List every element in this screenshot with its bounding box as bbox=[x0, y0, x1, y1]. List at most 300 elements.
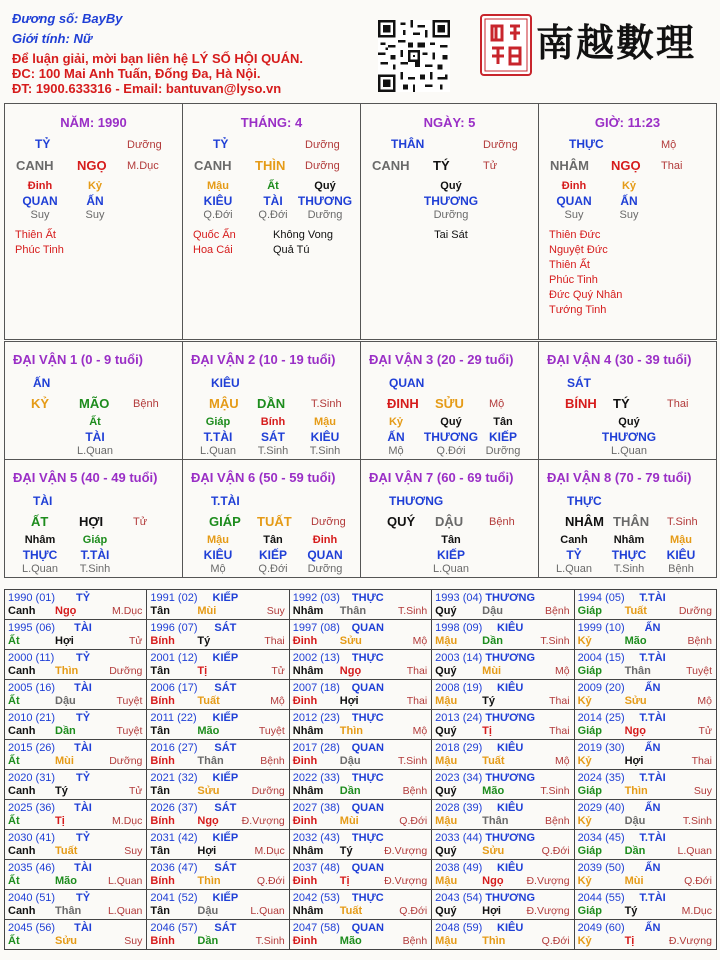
hidden-stem: Tân bbox=[493, 416, 513, 428]
year-branch: Mùi bbox=[482, 665, 502, 677]
star-item: Không Vong bbox=[273, 229, 333, 241]
year-label: 1995 (06) bbox=[8, 622, 56, 634]
luck-title: ĐẠI VẬN 8 (70 - 79 tuổi) bbox=[547, 470, 692, 485]
hidden-god: KIẾP bbox=[488, 430, 518, 444]
year-branch: Hợi bbox=[197, 845, 217, 857]
hidden-phase: Q.Đới bbox=[203, 209, 233, 221]
year-stem: Mậu bbox=[435, 935, 458, 947]
year-stem: Quý bbox=[435, 605, 457, 617]
yearly-table bbox=[4, 589, 717, 950]
year-cell[interactable] bbox=[574, 590, 716, 620]
year-god: KIẾP bbox=[212, 652, 239, 664]
year-stem: Canh bbox=[8, 605, 36, 617]
year-label: 1997 (08) bbox=[292, 622, 340, 634]
year-stem: Tân bbox=[150, 845, 170, 857]
hidden-phase: Bệnh bbox=[668, 563, 694, 575]
luck-branch: MÃO bbox=[79, 396, 110, 411]
luck-branch: DẬU bbox=[435, 514, 464, 529]
hidden-phase: L.Quan bbox=[432, 563, 470, 575]
hidden-stem: Giáp bbox=[205, 416, 231, 428]
year-label: 2028 (39) bbox=[435, 802, 483, 814]
year-cell[interactable] bbox=[432, 650, 574, 680]
year-branch: Dần bbox=[197, 935, 219, 947]
year-stem: Quý bbox=[435, 665, 457, 677]
hidden-god: THƯƠNG bbox=[601, 430, 657, 444]
year-cell[interactable] bbox=[289, 770, 431, 800]
year-cell[interactable] bbox=[432, 740, 574, 770]
year-cell[interactable] bbox=[574, 770, 716, 800]
year-phase: Đ.Vượng bbox=[241, 815, 285, 827]
luck-row bbox=[5, 342, 716, 460]
year-cell[interactable] bbox=[5, 800, 147, 830]
year-cell[interactable] bbox=[147, 590, 289, 620]
year-cell[interactable] bbox=[289, 860, 431, 890]
gender: Giới tính: Nữ bbox=[12, 31, 93, 46]
year-god: THỰC bbox=[351, 772, 384, 784]
year-cell[interactable] bbox=[147, 890, 289, 920]
year-cell[interactable] bbox=[147, 830, 289, 860]
year-phase: Bệnh bbox=[402, 785, 428, 797]
year-stem: Mậu bbox=[435, 635, 458, 647]
year-stem: Ất bbox=[8, 875, 20, 887]
year-branch: Dần bbox=[339, 785, 361, 797]
year-phase: Tuyệt bbox=[116, 695, 143, 707]
star-item: Nguyệt Đức bbox=[549, 244, 608, 256]
year-branch: Dần bbox=[624, 845, 646, 857]
year-god: ẤN bbox=[644, 802, 661, 814]
pillar-title: THÁNG: 4 bbox=[240, 115, 303, 130]
year-cell[interactable] bbox=[574, 800, 716, 830]
year-phase: Bệnh bbox=[545, 605, 570, 617]
year-god: TÀI bbox=[74, 802, 92, 814]
year-label: 2005 (16) bbox=[8, 682, 56, 694]
hidden-god: KIÊU bbox=[203, 194, 233, 208]
year-cell[interactable] bbox=[574, 710, 716, 740]
hidden-phase: L.Quan bbox=[555, 563, 593, 575]
year-label: 2047 (58) bbox=[292, 922, 340, 934]
hidden-phase: T.Sinh bbox=[257, 445, 289, 457]
year-cell[interactable] bbox=[574, 740, 716, 770]
year-label: 1993 (04) bbox=[435, 592, 483, 604]
luck-period-1 bbox=[5, 342, 183, 459]
year-god: TỶ bbox=[75, 652, 91, 664]
year-cell[interactable] bbox=[432, 710, 574, 740]
year-label: 2013 (24) bbox=[435, 712, 483, 724]
year-god: TÀI bbox=[74, 922, 92, 934]
year-cell[interactable] bbox=[574, 680, 716, 710]
year-cell[interactable] bbox=[289, 740, 431, 770]
luck-period-8 bbox=[539, 460, 716, 577]
year-god: KIÊU bbox=[497, 922, 524, 934]
year-cell[interactable] bbox=[574, 890, 716, 920]
year-stem: Đinh bbox=[292, 635, 318, 647]
year-branch: Thân bbox=[197, 755, 224, 767]
year-cell[interactable] bbox=[5, 920, 147, 950]
year-stem: Canh bbox=[8, 905, 36, 917]
luck-title: ĐẠI VẬN 6 (50 - 59 tuổi) bbox=[191, 470, 336, 485]
hidden-god: T.TÀI bbox=[80, 548, 110, 562]
year-phase: Q.Đới bbox=[541, 845, 570, 857]
hidden-phase: L.Quan bbox=[21, 563, 59, 575]
year-stem: Tân bbox=[150, 725, 170, 737]
year-god: T.TÀI bbox=[639, 832, 666, 844]
hidden-god: THỰC bbox=[22, 548, 58, 562]
hidden-stem: Mậu bbox=[207, 180, 229, 192]
hidden-stem: Đinh bbox=[312, 534, 338, 546]
right-stars bbox=[273, 228, 333, 258]
luck-period-5 bbox=[5, 460, 183, 577]
year-row bbox=[5, 680, 717, 710]
year-cell[interactable] bbox=[432, 890, 574, 920]
luck-god: KIÊU bbox=[211, 376, 240, 390]
luck-god: SÁT bbox=[567, 376, 591, 390]
year-stem: Tân bbox=[150, 665, 170, 677]
heavenly-stem: CANH bbox=[194, 158, 232, 173]
year-phase: Tử bbox=[698, 725, 712, 737]
hidden-stem: Nhâm bbox=[24, 534, 56, 546]
year-branch: Thìn bbox=[482, 935, 506, 947]
luck-branch: SỬU bbox=[435, 396, 464, 411]
year-stem: Bính bbox=[150, 635, 175, 647]
year-label: 2035 (46) bbox=[8, 862, 56, 874]
hidden-god: TÀI bbox=[263, 194, 283, 208]
hidden-phase: L.Quan bbox=[610, 445, 648, 457]
luck-period-6 bbox=[183, 460, 361, 577]
hidden-stem: Quý bbox=[618, 416, 640, 428]
year-branch: Tuất bbox=[624, 605, 647, 617]
year-label: 2007 (18) bbox=[292, 682, 340, 694]
hidden-stem: Mậu bbox=[314, 416, 336, 428]
year-branch: Tị bbox=[55, 815, 65, 827]
year-phase: Mộ bbox=[697, 695, 712, 707]
stem-phase: Dưỡng bbox=[127, 139, 162, 151]
hidden-phase: Dưỡng bbox=[433, 209, 469, 221]
year-cell[interactable] bbox=[147, 710, 289, 740]
star-item: Thiên Ất bbox=[549, 259, 590, 271]
year-stem: Kỷ bbox=[577, 815, 592, 827]
star-item: Thiên Đức bbox=[549, 229, 601, 241]
year-phase: T.Sinh bbox=[540, 785, 570, 797]
year-cell[interactable] bbox=[432, 800, 574, 830]
year-branch: Tý bbox=[624, 905, 638, 917]
year-label: 2048 (59) bbox=[435, 922, 483, 934]
hidden-god: QUAN bbox=[556, 194, 592, 208]
year-phase: Q.Đới bbox=[399, 905, 428, 917]
year-god: ẤN bbox=[644, 622, 661, 634]
luck-title: ĐẠI VẬN 2 (10 - 19 tuổi) bbox=[191, 352, 336, 367]
year-label: 2031 (42) bbox=[150, 832, 198, 844]
year-cell[interactable] bbox=[5, 620, 147, 650]
year-cell[interactable] bbox=[5, 710, 147, 740]
pillar-title: GIỜ: 11:23 bbox=[594, 115, 661, 130]
year-cell[interactable] bbox=[574, 920, 716, 950]
luck-stem: BÍNH bbox=[565, 396, 597, 411]
year-god: QUAN bbox=[351, 622, 384, 634]
year-cell[interactable] bbox=[5, 680, 147, 710]
stem-phase: Dưỡng bbox=[483, 139, 518, 151]
year-god: TÀI bbox=[74, 622, 92, 634]
year-stem: Bính bbox=[150, 935, 175, 947]
year-label: 2049 (60) bbox=[577, 922, 625, 934]
year-god: QUAN bbox=[351, 922, 384, 934]
year-cell[interactable] bbox=[574, 830, 716, 860]
hidden-stem: Mậu bbox=[207, 534, 229, 546]
year-branch: Mùi bbox=[197, 605, 217, 617]
luck-phase: Bệnh bbox=[133, 398, 159, 410]
phone-email[interactable]: ĐT: 1900.633316 - Email: bantuvan@lyso.vn bbox=[12, 81, 282, 96]
year-stem: Nhâm bbox=[292, 905, 324, 917]
header bbox=[0, 0, 720, 100]
year-branch: Dậu bbox=[197, 905, 219, 917]
year-phase: L.Quan bbox=[677, 845, 712, 857]
year-phase: M.Dục bbox=[112, 815, 143, 827]
year-label: 2044 (55) bbox=[577, 892, 625, 904]
year-branch: Thìn bbox=[624, 785, 648, 797]
year-phase: Bệnh bbox=[402, 935, 428, 947]
year-stem: Giáp bbox=[577, 905, 603, 917]
branch-phase: Tử bbox=[483, 160, 498, 172]
year-stem: Quý bbox=[435, 725, 457, 737]
year-cell[interactable] bbox=[432, 680, 574, 710]
year-stem: Kỷ bbox=[577, 755, 592, 767]
year-phase: Mộ bbox=[554, 755, 570, 767]
luck-branch: DẦN bbox=[257, 396, 286, 411]
year-stem: Nhâm bbox=[292, 725, 324, 737]
year-stem: Mậu bbox=[435, 755, 458, 767]
luck-stem: KỶ bbox=[31, 396, 50, 411]
year-stem: Bính bbox=[150, 815, 175, 827]
year-cell[interactable] bbox=[5, 770, 147, 800]
hidden-god: TÀI bbox=[85, 430, 105, 444]
year-cell[interactable] bbox=[289, 680, 431, 710]
year-phase: Bệnh bbox=[687, 635, 712, 647]
star-item: Tướng Tinh bbox=[549, 304, 607, 316]
year-cell[interactable] bbox=[574, 650, 716, 680]
year-god: T.TÀI bbox=[639, 652, 666, 664]
year-cell[interactable] bbox=[432, 920, 574, 950]
hidden-stem: Quý bbox=[440, 180, 462, 192]
heavenly-stem: CANH bbox=[372, 158, 410, 173]
year-stem: Quý bbox=[435, 845, 457, 857]
left-stars bbox=[15, 228, 64, 258]
luck-stem: NHÂM bbox=[565, 514, 604, 529]
year-branch: Mùi bbox=[55, 755, 74, 767]
year-branch: Sửu bbox=[339, 635, 362, 647]
hidden-stem: Kỷ bbox=[621, 180, 637, 192]
hidden-god: TỶ bbox=[566, 548, 582, 562]
year-branch: Tị bbox=[339, 875, 350, 887]
year-cell[interactable] bbox=[5, 890, 147, 920]
year-phase: Thai bbox=[264, 635, 285, 647]
year-stem: Nhâm bbox=[292, 605, 324, 617]
year-god: ẤN bbox=[644, 682, 661, 694]
year-branch: Mão bbox=[624, 635, 647, 647]
year-branch: Ngọ bbox=[624, 725, 646, 737]
year-cell[interactable] bbox=[574, 620, 716, 650]
year-label: 2024 (35) bbox=[577, 772, 625, 784]
year-cell[interactable] bbox=[432, 860, 574, 890]
hidden-god: ẤN bbox=[620, 194, 638, 208]
hidden-god: ẤN bbox=[387, 430, 405, 444]
year-branch: Thân bbox=[55, 905, 82, 917]
year-cell[interactable] bbox=[432, 830, 574, 860]
year-stem: Tân bbox=[150, 905, 170, 917]
hidden-stem: Quý bbox=[440, 416, 462, 428]
star-item: Hoa Cái bbox=[193, 244, 233, 256]
year-cell[interactable] bbox=[5, 860, 147, 890]
year-phase: Tuyệt bbox=[686, 665, 712, 677]
year-branch: Hợi bbox=[55, 635, 74, 647]
year-cell[interactable] bbox=[147, 680, 289, 710]
year-stem: Tân bbox=[150, 605, 170, 617]
year-god: KIÊU bbox=[497, 862, 524, 874]
year-god: KIẾP bbox=[212, 712, 239, 724]
year-branch: Thìn bbox=[55, 665, 79, 677]
year-cell[interactable] bbox=[432, 590, 574, 620]
hidden-stem: Ất bbox=[89, 416, 101, 428]
year-cell[interactable] bbox=[147, 650, 289, 680]
luck-god: QUAN bbox=[389, 376, 425, 390]
year-branch: Tý bbox=[339, 845, 353, 857]
year-god: TỶ bbox=[75, 892, 91, 904]
year-cell[interactable] bbox=[289, 710, 431, 740]
year-branch: Tuất bbox=[197, 695, 220, 707]
year-stem: Bính bbox=[150, 695, 175, 707]
hidden-god: KIÊU bbox=[203, 548, 233, 562]
year-phase: T.Sinh bbox=[397, 605, 428, 617]
year-stem: Ất bbox=[8, 935, 20, 947]
year-phase: Q.Đới bbox=[541, 935, 570, 947]
year-label: 2039 (50) bbox=[577, 862, 625, 874]
year-phase: Đ.Vượng bbox=[526, 875, 570, 887]
year-label: 2002 (13) bbox=[292, 652, 340, 664]
hidden-stem: Kỷ bbox=[388, 416, 404, 428]
year-phase: Suy bbox=[266, 605, 285, 617]
hidden-phase: T.Sinh bbox=[309, 445, 341, 457]
year-cell[interactable] bbox=[147, 620, 289, 650]
year-cell[interactable] bbox=[574, 860, 716, 890]
year-stem: Canh bbox=[8, 665, 36, 677]
year-label: 2003 (14) bbox=[435, 652, 483, 664]
luck-phase: Thai bbox=[667, 398, 689, 410]
year-branch: Thìn bbox=[197, 875, 221, 887]
year-cell[interactable] bbox=[289, 800, 431, 830]
luck-stem: QUÝ bbox=[387, 514, 416, 529]
year-cell[interactable] bbox=[147, 860, 289, 890]
year-stem: Kỷ bbox=[577, 935, 592, 947]
hidden-phase: Q.Đới bbox=[258, 563, 288, 575]
pillar-1 bbox=[5, 104, 183, 339]
year-stem: Giáp bbox=[577, 785, 603, 797]
year-god: ẤN bbox=[644, 742, 661, 754]
hidden-stem: Tân bbox=[263, 534, 283, 546]
year-cell[interactable] bbox=[289, 920, 431, 950]
year-phase: Đ.Vượng bbox=[384, 845, 428, 857]
year-stem: Mậu bbox=[435, 815, 458, 827]
star-item: Phúc Tinh bbox=[549, 274, 598, 286]
luck-period-7 bbox=[361, 460, 539, 577]
year-god: THỰC bbox=[351, 712, 384, 724]
year-cell[interactable] bbox=[5, 740, 147, 770]
year-cell[interactable] bbox=[5, 590, 147, 620]
year-phase: M.Dục bbox=[681, 905, 712, 917]
year-god: SÁT bbox=[214, 742, 237, 754]
logo: 南越數理 bbox=[536, 20, 697, 65]
year-cell[interactable] bbox=[289, 890, 431, 920]
year-label: 2041 (52) bbox=[150, 892, 198, 904]
year-label: 2029 (40) bbox=[577, 802, 625, 814]
hidden-god: QUAN bbox=[22, 194, 58, 208]
year-cell[interactable] bbox=[147, 740, 289, 770]
year-cell[interactable] bbox=[289, 830, 431, 860]
year-god: TÀI bbox=[74, 742, 92, 754]
year-label: 2012 (23) bbox=[292, 712, 340, 724]
year-label: 1992 (03) bbox=[292, 592, 340, 604]
year-god: SÁT bbox=[214, 922, 237, 934]
year-label: 2037 (48) bbox=[292, 862, 340, 874]
year-phase: Suy bbox=[124, 935, 143, 947]
year-branch: Mão bbox=[197, 725, 220, 737]
heavenly-stem: CANH bbox=[16, 158, 54, 173]
earthly-branch: THÌN bbox=[255, 158, 286, 173]
year-label: 2023 (34) bbox=[435, 772, 483, 784]
year-phase: Thai bbox=[691, 755, 712, 767]
year-cell[interactable] bbox=[5, 830, 147, 860]
year-cell[interactable] bbox=[5, 650, 147, 680]
year-cell[interactable] bbox=[289, 590, 431, 620]
hidden-god: ẤN bbox=[86, 194, 104, 208]
year-label: 2043 (54) bbox=[435, 892, 483, 904]
hidden-phase: Dưỡng bbox=[485, 445, 521, 457]
year-branch: Tuất bbox=[55, 845, 78, 857]
year-cell[interactable] bbox=[289, 620, 431, 650]
year-row bbox=[5, 800, 717, 830]
earthly-branch: TÝ bbox=[433, 158, 450, 173]
hidden-phase: Dưỡng bbox=[307, 563, 343, 575]
year-cell[interactable] bbox=[147, 920, 289, 950]
hidden-god: THƯƠNG bbox=[297, 194, 353, 208]
luck-phase: Bệnh bbox=[489, 516, 515, 528]
year-god: T.TÀI bbox=[639, 592, 666, 604]
year-phase: Mộ bbox=[554, 665, 570, 677]
year-cell[interactable] bbox=[289, 650, 431, 680]
year-stem: Ất bbox=[8, 755, 20, 767]
year-god: THƯƠNG bbox=[485, 652, 536, 664]
year-god: THỰC bbox=[351, 592, 384, 604]
year-cell[interactable] bbox=[432, 770, 574, 800]
year-god: KIÊU bbox=[497, 622, 524, 634]
year-stem: Giáp bbox=[577, 845, 603, 857]
year-row bbox=[5, 620, 717, 650]
year-label: 2006 (17) bbox=[150, 682, 198, 694]
year-row bbox=[5, 710, 717, 740]
year-label: 1998 (09) bbox=[435, 622, 483, 634]
year-branch: Sửu bbox=[55, 935, 78, 947]
year-god: SÁT bbox=[214, 682, 237, 694]
year-branch: Tị bbox=[197, 665, 208, 677]
hidden-stem: Đinh bbox=[27, 180, 53, 192]
year-cell[interactable] bbox=[147, 770, 289, 800]
year-label: 2004 (15) bbox=[577, 652, 625, 664]
luck-branch: HỢI bbox=[79, 514, 104, 529]
luck-branch: THÂN bbox=[613, 514, 650, 529]
hidden-stem: Canh bbox=[560, 534, 588, 546]
year-cell[interactable] bbox=[147, 800, 289, 830]
right-stars bbox=[434, 228, 468, 243]
year-cell[interactable] bbox=[432, 620, 574, 650]
year-branch: Dậu bbox=[339, 755, 361, 767]
year-label: 2040 (51) bbox=[8, 892, 56, 904]
